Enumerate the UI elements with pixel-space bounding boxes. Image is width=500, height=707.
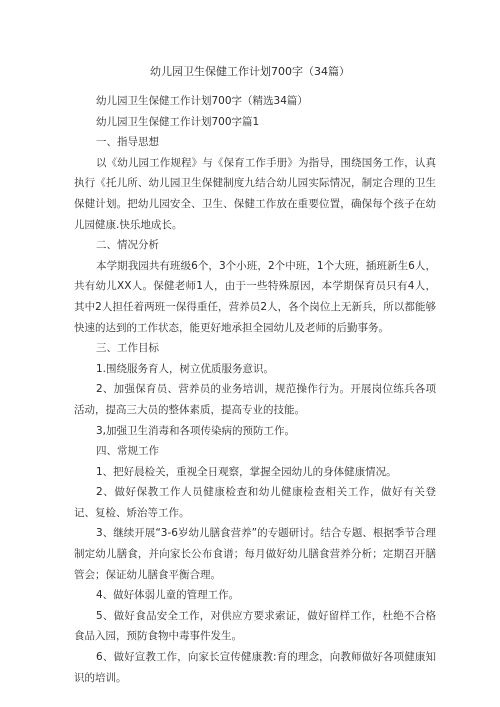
routine-item-3: 3、继续开展“3-6岁幼儿膳食营养”的专题研讨。结合专题、根据季节合理制定幼儿膳食，并向家长公布食谱；每月做好幼儿膳食营养分析；定期召开膳管会；保证幼儿膳食平衡合理。 (74, 527, 436, 581)
routine-item-5: 5、做好食品安全工作，对供应方要求索证，做好留样工作，杜绝不合格食品入园，预防食物中毒事件发生。 (74, 609, 436, 643)
routine-item-1: 1、把好晨检关，重视全日观察，掌握全园幼儿的身体健康情况。 (96, 465, 397, 478)
routine-item-2: 2、做好保教工作人员健康检查和幼儿健康检查相关工作，做好有关登记、复检、矫治等工作。 (74, 486, 436, 519)
heading-guiding-ideology: 一、指导思想 (96, 136, 159, 149)
paragraph-guiding-ideology: 以《幼儿园工作规程》与《保育工作手册》为指导，围绕国务工作，认真执行《托儿所、幼儿园卫生保健制度九结合幼儿园实际情况，制定合理的卫生保健计划。把幼儿园安全、卫生、保健工作放在重要位置，确保每个孩子在幼儿园健康.快乐地成长。 (74, 156, 436, 231)
heading-routine-work: 四、常规工作 (96, 445, 159, 458)
paragraph-subtitle: 幼儿园卫生保健工作计划700字（精选34篇） (96, 95, 308, 107)
heading-situation-analysis: 二、情况分析 (96, 239, 159, 252)
routine-item-4: 4、做好体弱儿童的管理工作。 (96, 589, 240, 602)
document-body (74, 91, 436, 688)
goal-item-2: 2、加强保育员、营养员的业务培训，规范操作行为。开展岗位练兵各项活动，提高三大员的整体素质，提高专业的技能。 (74, 383, 436, 416)
goal-item-1: 1.围绕服务育人，树立优质服务意识。 (96, 362, 275, 375)
heading-work-goals: 三、工作目标 (96, 342, 159, 355)
document-title: 幼儿园卫生保健工作计划700字（34篇） (150, 65, 350, 78)
routine-item-6: 6、做好宣教工作，向家长宣传健康教:育的理念，向教师做好各项健康知识的培训。 (74, 651, 436, 684)
paragraph-situation-analysis: 本学期我园共有班级6个，3个小班，2个中班，1个大班，插班新生6人，共有幼儿XX人。保健老师1人，由于一些特殊原因，本学期保育员只有4人，其中2人担任着两班一保得重任，营养员2人，各个岗位上无新兵，所以都能够快速的达到的工作状态，能更好地承担全园幼儿及老师的后勤事务。 (74, 259, 436, 334)
goal-item-3: 3,加强卫生消毒和各项传染病的预防工作。 (96, 424, 296, 437)
paragraph-section-heading: 幼儿园卫生保健工作计划700字篇1 (96, 115, 260, 128)
